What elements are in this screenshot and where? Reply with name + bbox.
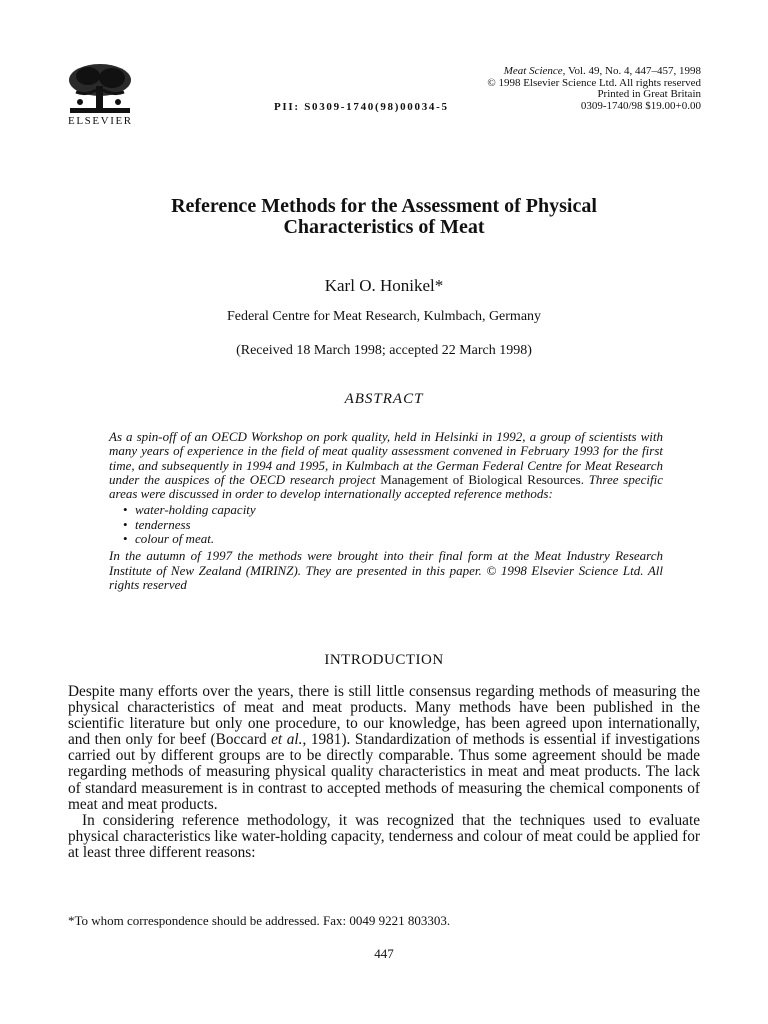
bullet-item: • colour of meat. [123, 532, 663, 546]
bullet-item: • tenderness [123, 518, 663, 532]
price-line: 0309-1740/98 $19.00+0.00 [580, 99, 701, 112]
pii-identifier: PII: S0309-1740(98)00034-5 [274, 101, 449, 113]
introduction-paragraph: Despite many efforts over the years, there is still little consensus regarding methods of measuring the physical characteristics of meat and meat products. Many methods have been published in the scientific literature but only one procedure, to our knowledge, has been agreed upon internationally, and then only for beef (Boccard et al., 1981). Standardization of methods is essential if investigations carried out by different groups are to be directly comparable. Thus some agreement should be made regarding methods of measuring physical quality characteristics in meat and meat products. The lack of standard measurement is in contrast to accepted methods of measuring the chemical components of meat and meat products. [68, 683, 700, 813]
introduction-heading: INTRODUCTION [324, 652, 444, 668]
publisher-name: ELSEVIER [68, 115, 133, 127]
page-number: 447 [374, 946, 394, 961]
abstract-body [109, 430, 663, 592]
journal-name: Meat Science [503, 65, 563, 77]
abstract-bullet-list [109, 503, 663, 546]
bullet-item: • water-holding capacity [123, 503, 663, 517]
affiliation: Federal Centre for Meat Research, Kulmbach, Germany [226, 309, 542, 324]
abstract-heading: ABSTRACT [344, 391, 424, 407]
abstract-paragraph: In the autumn of 1997 the methods were brought into their final form at the Meat Industry Research Institute of New Zealand (MIRINZ). They are presented in this paper. © 1998 Elsevier Science Ltd. All rights reserved [109, 548, 663, 592]
author: Karl O. Honikel* [324, 276, 444, 295]
printed-line: Printed in Great Britain [597, 88, 701, 101]
journal-citation: Meat Science, Vol. 49, No. 4, 447–457, 1998 [503, 65, 701, 77]
paper-title: Reference Methods for the Assessment of Physical Characteristics of Meat [171, 195, 597, 238]
received-dates: (Received 18 March 1998; accepted 22 March 1998) [236, 343, 532, 358]
abstract-paragraph: As a spin-off of an OECD Workshop on pork quality, held in Helsinki in 1992, a group of scientists with many years of experience in the field of meat quality assessment convened in February 1993 for the first time, and subsequently in 1994 and 1995, in Kulmbach at the German Federal Centre for Meat Research under the auspices of the OECD research project Management of Biological Resources. Three specific areas were discussed in order to develop internationally accepted reference methods: [109, 429, 663, 502]
elsevier-tree-logo [66, 62, 134, 116]
introduction-body [68, 684, 700, 861]
journal-info [487, 66, 701, 112]
introduction-paragraph: In considering reference methodology, it was recognized that the techniques used to evaluate physical characteristics like water-holding capacity, tenderness and colour of meat could be applied for at least three different reasons: [68, 811, 700, 861]
footnote: *To whom correspondence should be addressed. Fax: 0049 9221 803303. [68, 913, 451, 928]
copyright-line: © 1998 Elsevier Science Ltd. All rights reserved [487, 76, 701, 89]
